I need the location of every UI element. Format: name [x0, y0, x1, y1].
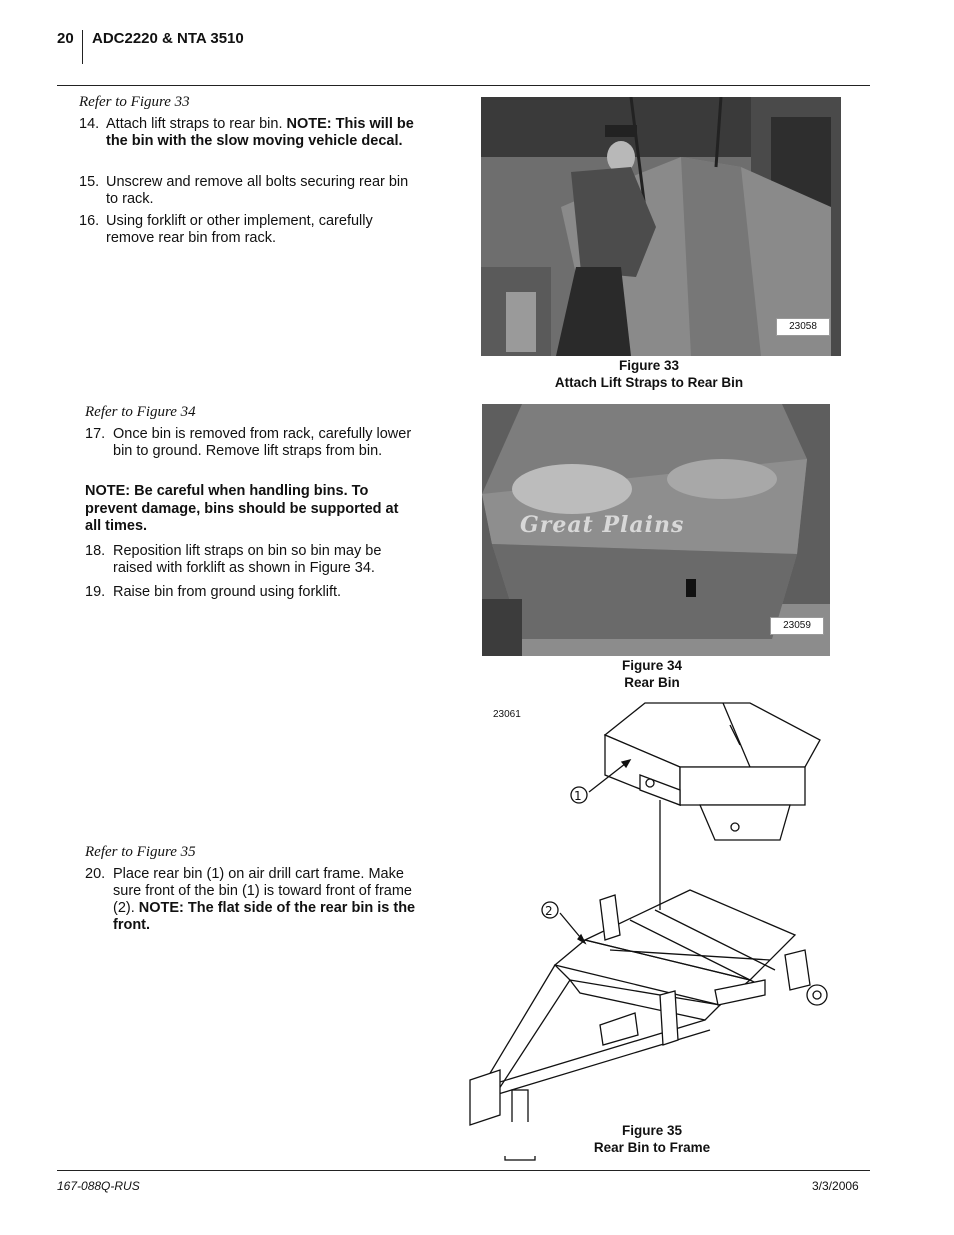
figure-33-caption-number: Figure 33: [618, 358, 680, 373]
step-number: 16.: [79, 213, 100, 229]
step-number: 18.: [85, 543, 106, 559]
figure-34-photo: [482, 404, 830, 656]
step-note: NOTE: The flat side of the rear bin is the front.: [113, 900, 416, 933]
step-text: [106, 116, 424, 150]
callout-2-label: 2: [545, 904, 553, 918]
step-text: Unscrew and remove all bolts securing rear bin to rack.: [106, 174, 409, 207]
figure-35-caption-title: Rear Bin to Frame: [482, 1139, 822, 1156]
step-text: Once bin is removed from rack, carefully lower bin to ground. Remove lift straps from bin.: [113, 426, 412, 459]
step-number: 17.: [85, 426, 106, 442]
callout-1-label: 1: [574, 789, 582, 803]
document-date: 3/3/2006: [812, 1179, 859, 1193]
step-number: 20.: [85, 866, 106, 882]
page-number: 20: [57, 30, 74, 47]
header-rule: [57, 85, 870, 86]
figure-33-caption-title: Attach Lift Straps to Rear Bin: [554, 375, 744, 390]
step-text: Raise bin from ground using forklift.: [113, 584, 342, 600]
step-note: NOTE: This will be the bin with the slow moving vehicle decal.: [106, 116, 414, 149]
step-text: Reposition lift straps on bin so bin may be raised with forklift as shown in Figure 34.: [113, 543, 382, 576]
step-number: 14.: [79, 116, 100, 132]
great-plains-logo: Great Plains: [520, 512, 685, 538]
figure-35-id: 23061: [493, 709, 521, 720]
figure-34-caption-number: Figure 34: [621, 658, 683, 673]
figure-35-caption-number: Figure 35: [482, 1122, 822, 1139]
step-number: 15.: [79, 174, 100, 190]
header-divider: [82, 30, 83, 64]
step-plain-text: Attach lift straps to rear bin.: [106, 116, 287, 132]
refer-figure-35: Refer to Figure 35: [85, 844, 196, 860]
refer-figure-33: Refer to Figure 33: [79, 94, 190, 110]
figure-id-label: 23058: [776, 318, 830, 336]
step-text: Using forklift or other implement, carefully remove rear bin from rack.: [106, 213, 373, 246]
figure-34-caption-title: Rear Bin: [624, 675, 680, 690]
document-number: 167-088Q-RUS: [57, 1179, 140, 1193]
step-text: [113, 866, 423, 934]
step-number: 19.: [85, 584, 106, 600]
footer-rule: [57, 1170, 870, 1171]
figure-id-label: 23059: [770, 617, 824, 635]
refer-figure-34: Refer to Figure 34: [85, 404, 196, 420]
step-plain-text: Place rear bin (1) on air drill cart frame. Make sure front of the bin (1) is toward front of frame (2).: [113, 866, 412, 916]
handling-note: NOTE: Be careful when handling bins. To prevent damage, bins should be supported at all times.: [85, 483, 399, 534]
figure-33-photo: [481, 97, 841, 356]
bin-to-frame-drawing: [460, 695, 860, 1170]
page-header-title: ADC2220 & NTA 3510: [92, 30, 244, 47]
